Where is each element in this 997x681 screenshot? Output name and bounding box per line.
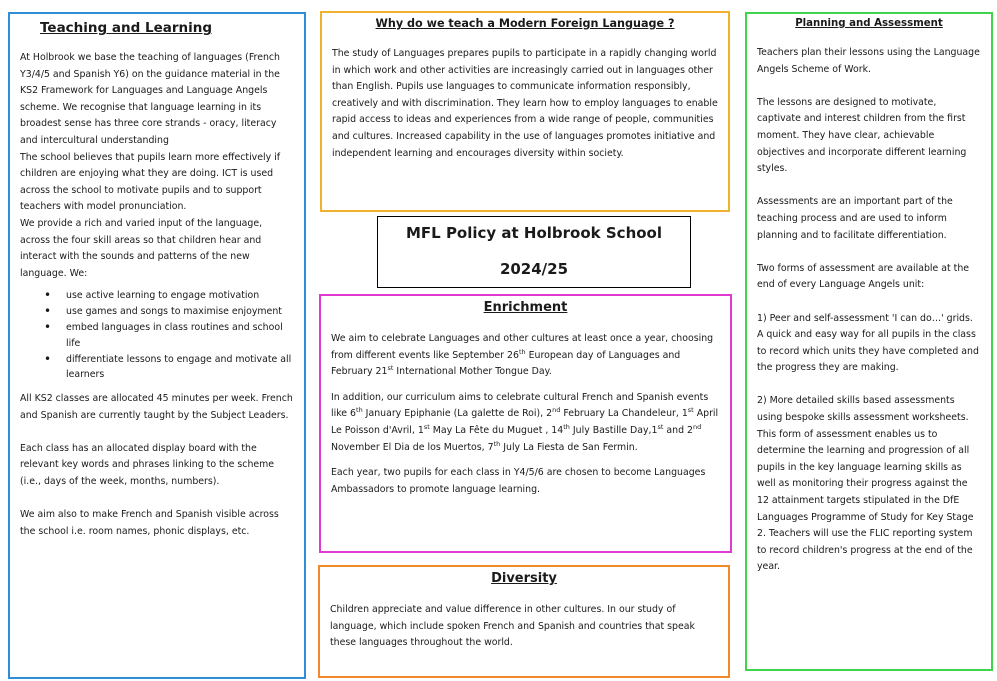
enrichment-paragraph-2: In addition, our curriculum aims to celebrate cultural French and Spanish events like 6th January Epiphanie (La galette de Roi), 2nd February La Chandeleur, 1st April Le Poisson d'Avril, 1st May La Fête du Muguet , 14th July Bastille Day,1st and 2nd November El Dia de los Muertos, 7th July La Fiesta de San Fermin. [331,391,719,453]
why-mfl-heading: Why do we teach a Modern Foreign Language ? [375,17,675,30]
enrichment-panel [319,294,732,553]
teaching-paragraph-2: The school believes that pupils learn more effectively if children are enjoying what they are doing. ICT is used across the school to motivate pupils and to support teachers with model pronunciation. [20,151,281,213]
diversity-body: Children appreciate and value difference in other cultures. In our study of language, which include spoken French and Spanish and countries that speak these languages throughout the world. [330,604,695,649]
list-item: • differentiate lessons to engage and motivate all learners [44,352,294,384]
teaching-paragraph-6: We aim also to make French and Spanish visible across the school i.e. room names, phonic displays, etc. [20,509,279,537]
teaching-learning-body [20,50,294,282]
enrichment-paragraph-1: We aim to celebrate Languages and other cultures at least once a year, choosing from different events like September 26th European day of Languages and February 21st International Mother Tongue Day. [331,333,714,378]
policy-year: 2024/25 [499,260,569,278]
why-mfl-panel [320,11,730,212]
planning-paragraph-6: 2) More detailed skills based assessments using bespoke skills assessment worksheets. This form of assessment enables us to determine the learning and progression of all pupils in the key language learning skills as well as monitoring their progress against the 12 attainment targets stipulated in the DfE Languages Programme of Study for Key Stage 2. Teachers will use the FLIC reporting system to record children's progress at the end of the year. [757,395,974,573]
teaching-bullet-list [44,288,294,383]
teaching-paragraph-4: All KS2 classes are allocated 45 minutes per week. French and Spanish are currently taught by the Subject Leaders. [20,393,293,421]
planning-paragraph-5: 1) Peer and self-assessment 'I can do…' grids. A quick and easy way for all pupils in the class to record which units they have completed and the progress they are making. [757,312,979,374]
teaching-learning-heading: Teaching and Learning [40,20,213,36]
planning-paragraph-4: Two forms of assessment are available at the end of every Language Angels unit: [757,262,970,291]
planning-assessment-panel [745,12,993,671]
planning-paragraph-1: Teachers plan their lessons using the Language Angels Scheme of Work. [757,47,980,75]
list-item: • embed languages in class routines and school life [44,320,294,352]
enrichment-body [331,331,720,498]
teaching-paragraph-3: We provide a rich and varied input of the language, across the four skill areas so that children hear and interact with the sounds and patterns of the new language. We: [20,217,263,279]
teaching-learning-footer [20,391,294,540]
why-mfl-body: The study of Languages prepares pupils to participate in a rapidly changing world in which work and other activities are increasingly carried out in languages other than English. Pupils use languages to communicate information responsibly, creatively and with discrimination. They learn how to employ languages to enable rapid access to ideas and experiences from a wide range of people, communities and cultures. Increased capability in the use of languages promotes initiative and independent learning and encourages diversity within society. [332,48,718,159]
diversity-heading: Diversity [491,571,557,586]
page-title: MFL Policy at Holbrook School [405,224,662,242]
planning-paragraph-2: The lessons are designed to motivate, captivate and interest children from the first moment. They have clear, achievable objectives and incorporate different learning styles. [757,96,967,175]
enrichment-heading: Enrichment [483,300,568,315]
planning-assessment-body [757,45,981,576]
planning-assessment-heading: Planning and Assessment [795,18,943,29]
teaching-learning-panel [8,12,306,679]
policy-title-box [377,216,691,288]
teaching-paragraph-5: Each class has an allocated display board with the relevant key words and phrases linking to the scheme (i.e., days of the week, months, numbers). [20,442,275,488]
planning-paragraph-3: Assessments are an important part of the teaching process and are used to inform planning and to facilitate differentiation. [757,196,953,241]
diversity-panel [318,565,730,678]
teaching-paragraph-1: At Holbrook we base the teaching of languages (French Y3/4/5 and Spanish Y6) on the guidance material in the KS2 Framework for Languages and Language Angels scheme. We recognise that language learning in its broadest sense has three core strands - oracy, literacy and intercultural understanding [20,52,280,146]
enrichment-paragraph-3: Each year, two pupils for each class in Y4/5/6 are chosen to become Languages Ambassadors to promote language learning. [331,467,706,495]
list-item: • use active learning to engage motivation [44,288,294,304]
list-item: • use games and songs to maximise enjoyment [44,304,294,320]
